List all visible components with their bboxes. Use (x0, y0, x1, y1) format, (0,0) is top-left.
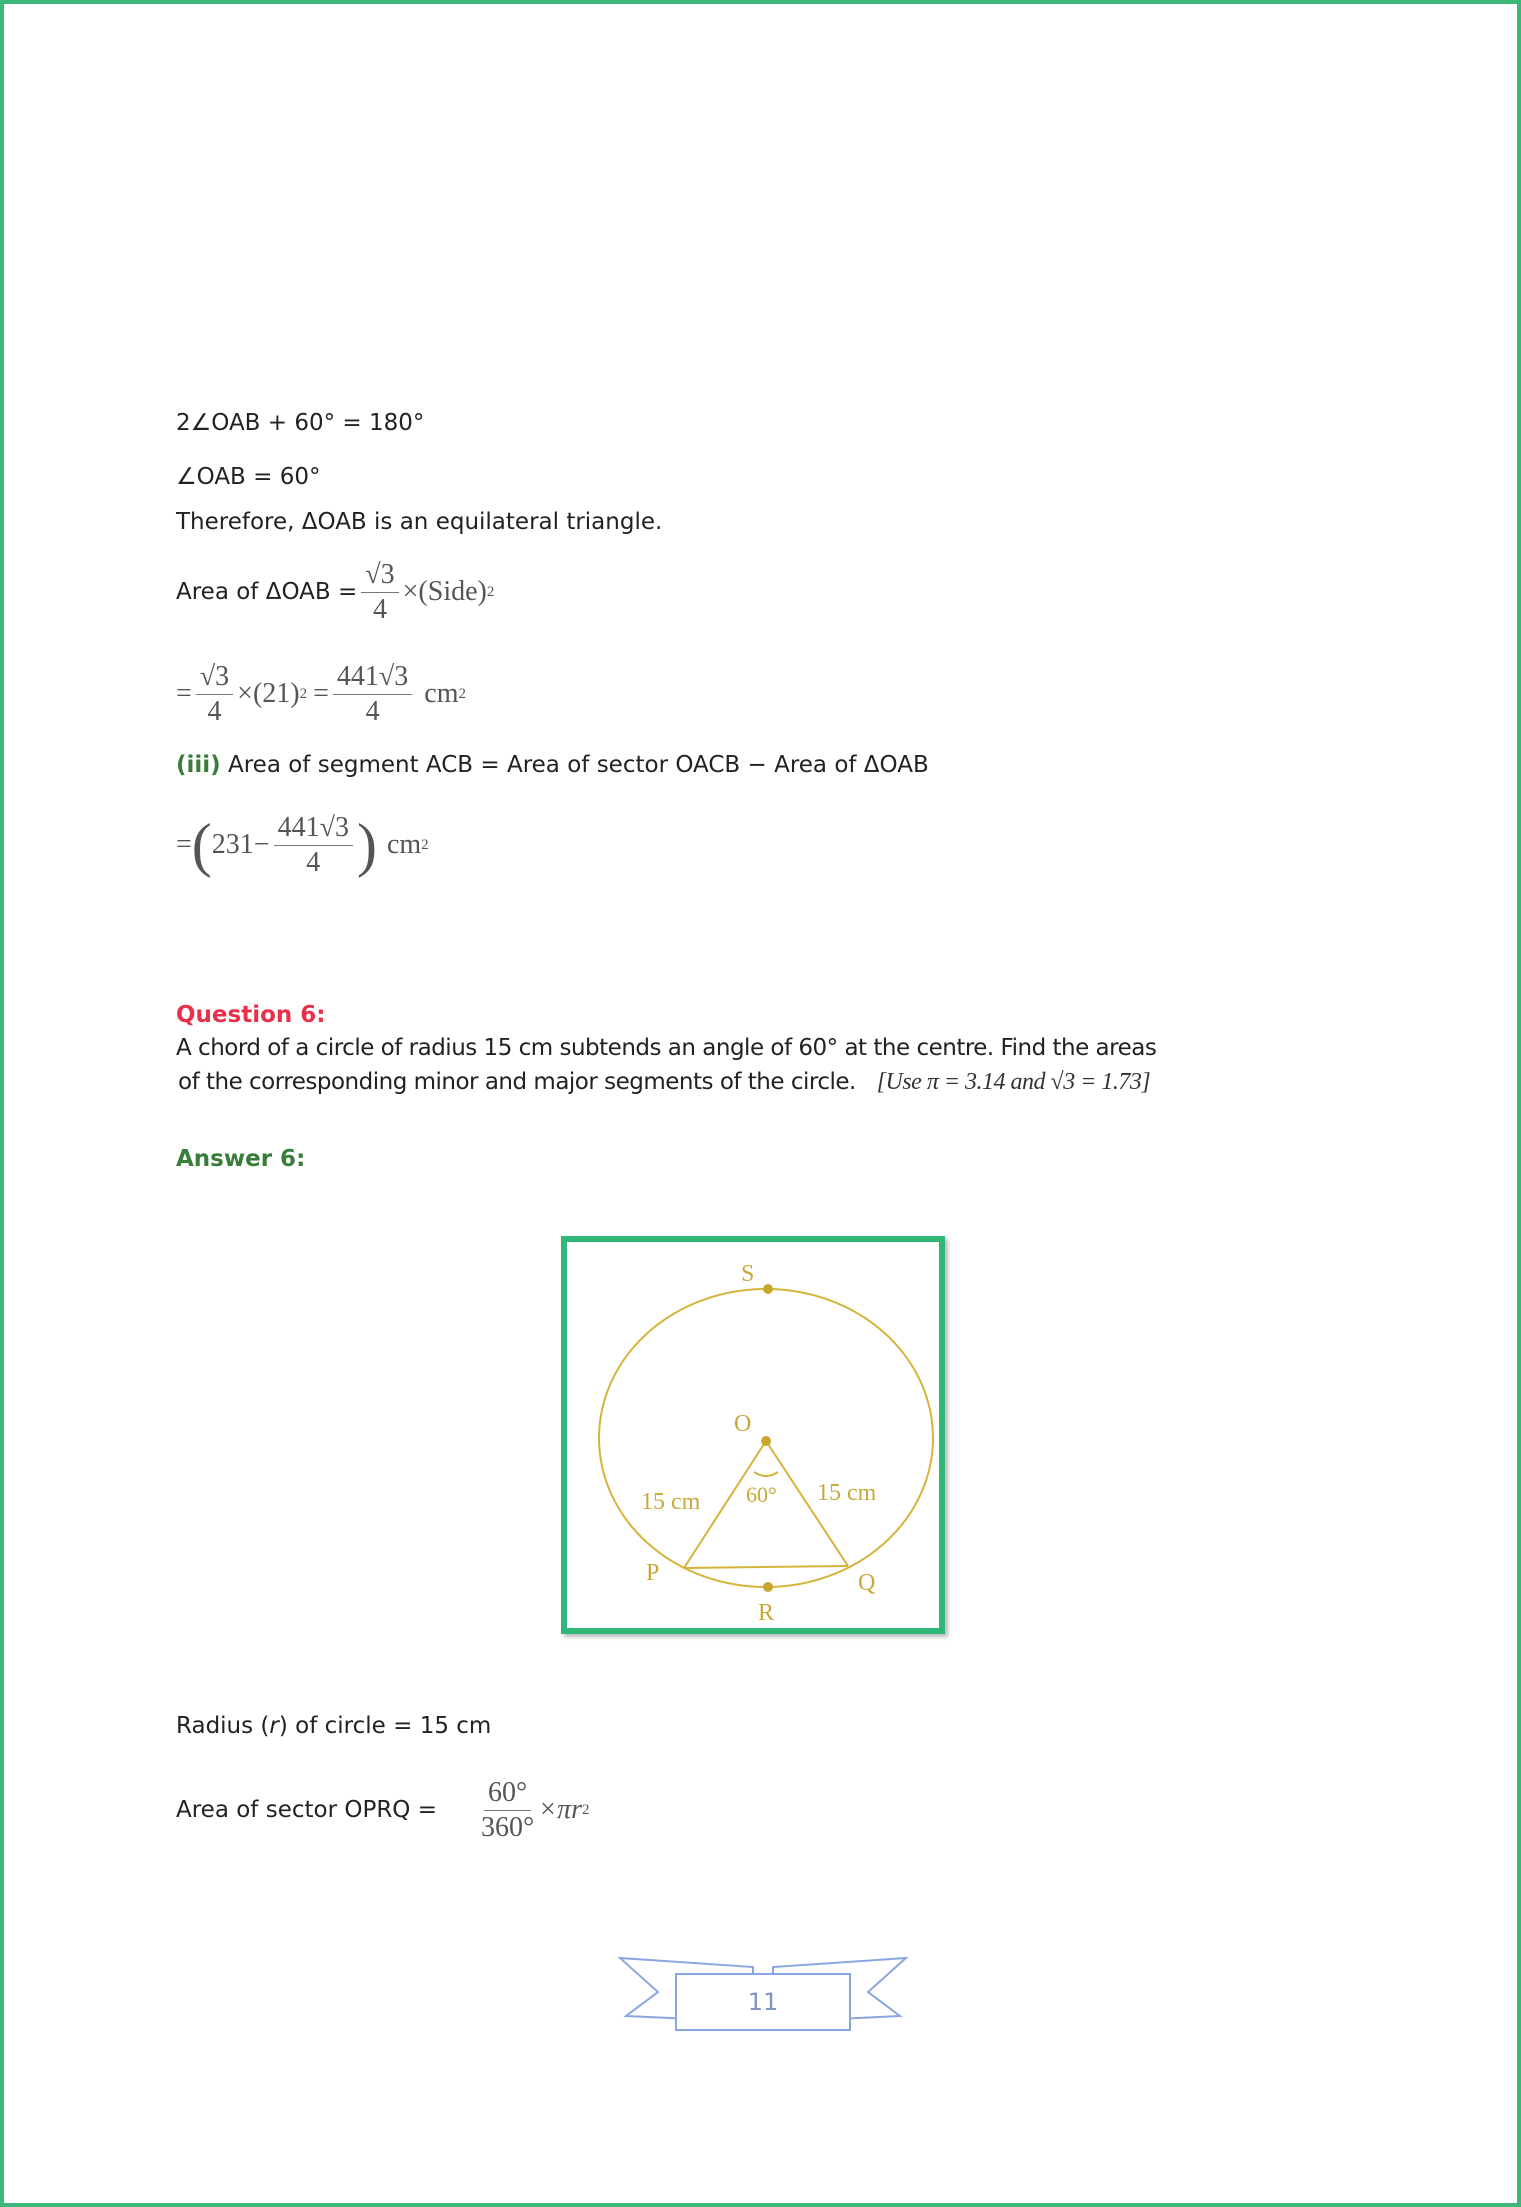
point-r (763, 1582, 773, 1592)
part-label: (iii) (176, 752, 221, 778)
denominator: 360° (481, 1811, 535, 1843)
circle-figure (561, 1236, 945, 1634)
segment-formula (176, 800, 429, 890)
point-s (763, 1284, 773, 1294)
point-o (761, 1436, 771, 1446)
label-p: P (646, 1560, 660, 1586)
denominator: 4 (306, 846, 321, 878)
label: Area of sector OPRQ = (176, 1797, 437, 1823)
numerator: 60° (484, 1776, 531, 1811)
numerator: 441√3 (274, 811, 353, 846)
left-paren: ( (191, 812, 212, 878)
equals: = (176, 678, 192, 709)
text: Area of segment ACB = Area of sector OACB − Area of ΔOAB (220, 752, 929, 778)
label-r: R (758, 1600, 775, 1626)
math-term: ×(21) (237, 678, 300, 709)
fraction (274, 811, 353, 880)
label-q: Q (858, 1570, 876, 1596)
denominator: 4 (207, 695, 222, 727)
numerator: √3 (361, 558, 398, 593)
equation-line: 2∠OAB + 60° = 180° (176, 410, 425, 436)
numerator: √3 (196, 660, 233, 695)
radius-line (176, 1711, 491, 1741)
chord-pq (684, 1566, 848, 1568)
exponent: 2 (486, 584, 495, 600)
text: Radius ( (176, 1713, 270, 1739)
exponent: 2 (421, 837, 429, 853)
math-term: ×(Side) (402, 576, 487, 607)
exponent: 2 (299, 686, 308, 702)
math (176, 811, 429, 880)
exponent: 2 (458, 686, 467, 702)
angle-arc (754, 1472, 778, 1476)
unit: cm (386, 829, 422, 860)
denominator: 4 (372, 593, 387, 625)
math (477, 1776, 590, 1845)
text: of the corresponding minor and major segments of the circle. (178, 1069, 856, 1095)
fraction (196, 660, 233, 729)
math-term: 231− (211, 829, 270, 860)
denominator: 4 (365, 695, 380, 727)
segment-line (176, 750, 929, 780)
label-o: O (734, 1411, 752, 1437)
area-formula (176, 556, 494, 628)
page-number-ribbon (618, 1952, 908, 2032)
area-formula-2 (176, 658, 466, 730)
question-title: Question 6: (176, 1002, 326, 1028)
exponent: 2 (582, 1802, 590, 1818)
label: Area of ΔOAB = (176, 579, 358, 605)
math-term: ×πr (538, 1794, 583, 1825)
text-line: Therefore, ΔOAB is an equilateral triangle. (176, 509, 663, 535)
math (357, 558, 494, 627)
question-text-line (178, 1067, 1150, 1097)
math (176, 660, 466, 729)
label-right-side: 15 cm (817, 1480, 877, 1506)
equals: = (313, 678, 329, 709)
question-text-line: A chord of a circle of radius 15 cm subtends an angle of 60° at the centre. Find the areas (176, 1035, 1157, 1061)
fraction (333, 660, 412, 729)
fraction (361, 558, 398, 627)
label-left-side: 15 cm (641, 1489, 701, 1515)
page-number: 11 (747, 1988, 779, 2016)
text: ) of circle = 15 cm (278, 1713, 492, 1739)
numerator: 441√3 (333, 660, 412, 695)
equals: = (176, 829, 192, 860)
unit: cm (424, 678, 459, 709)
sector-formula (176, 1772, 590, 1848)
variable: r (269, 1713, 279, 1739)
right-paren: ) (356, 812, 377, 878)
hint: [Use π = 3.14 and √3 = 1.73] (876, 1069, 1151, 1095)
label-s: S (741, 1261, 755, 1287)
label-angle: 60° (746, 1482, 777, 1507)
fraction (481, 1776, 534, 1845)
equation-line: ∠OAB = 60° (176, 464, 321, 490)
answer-title: Answer 6: (176, 1146, 306, 1172)
